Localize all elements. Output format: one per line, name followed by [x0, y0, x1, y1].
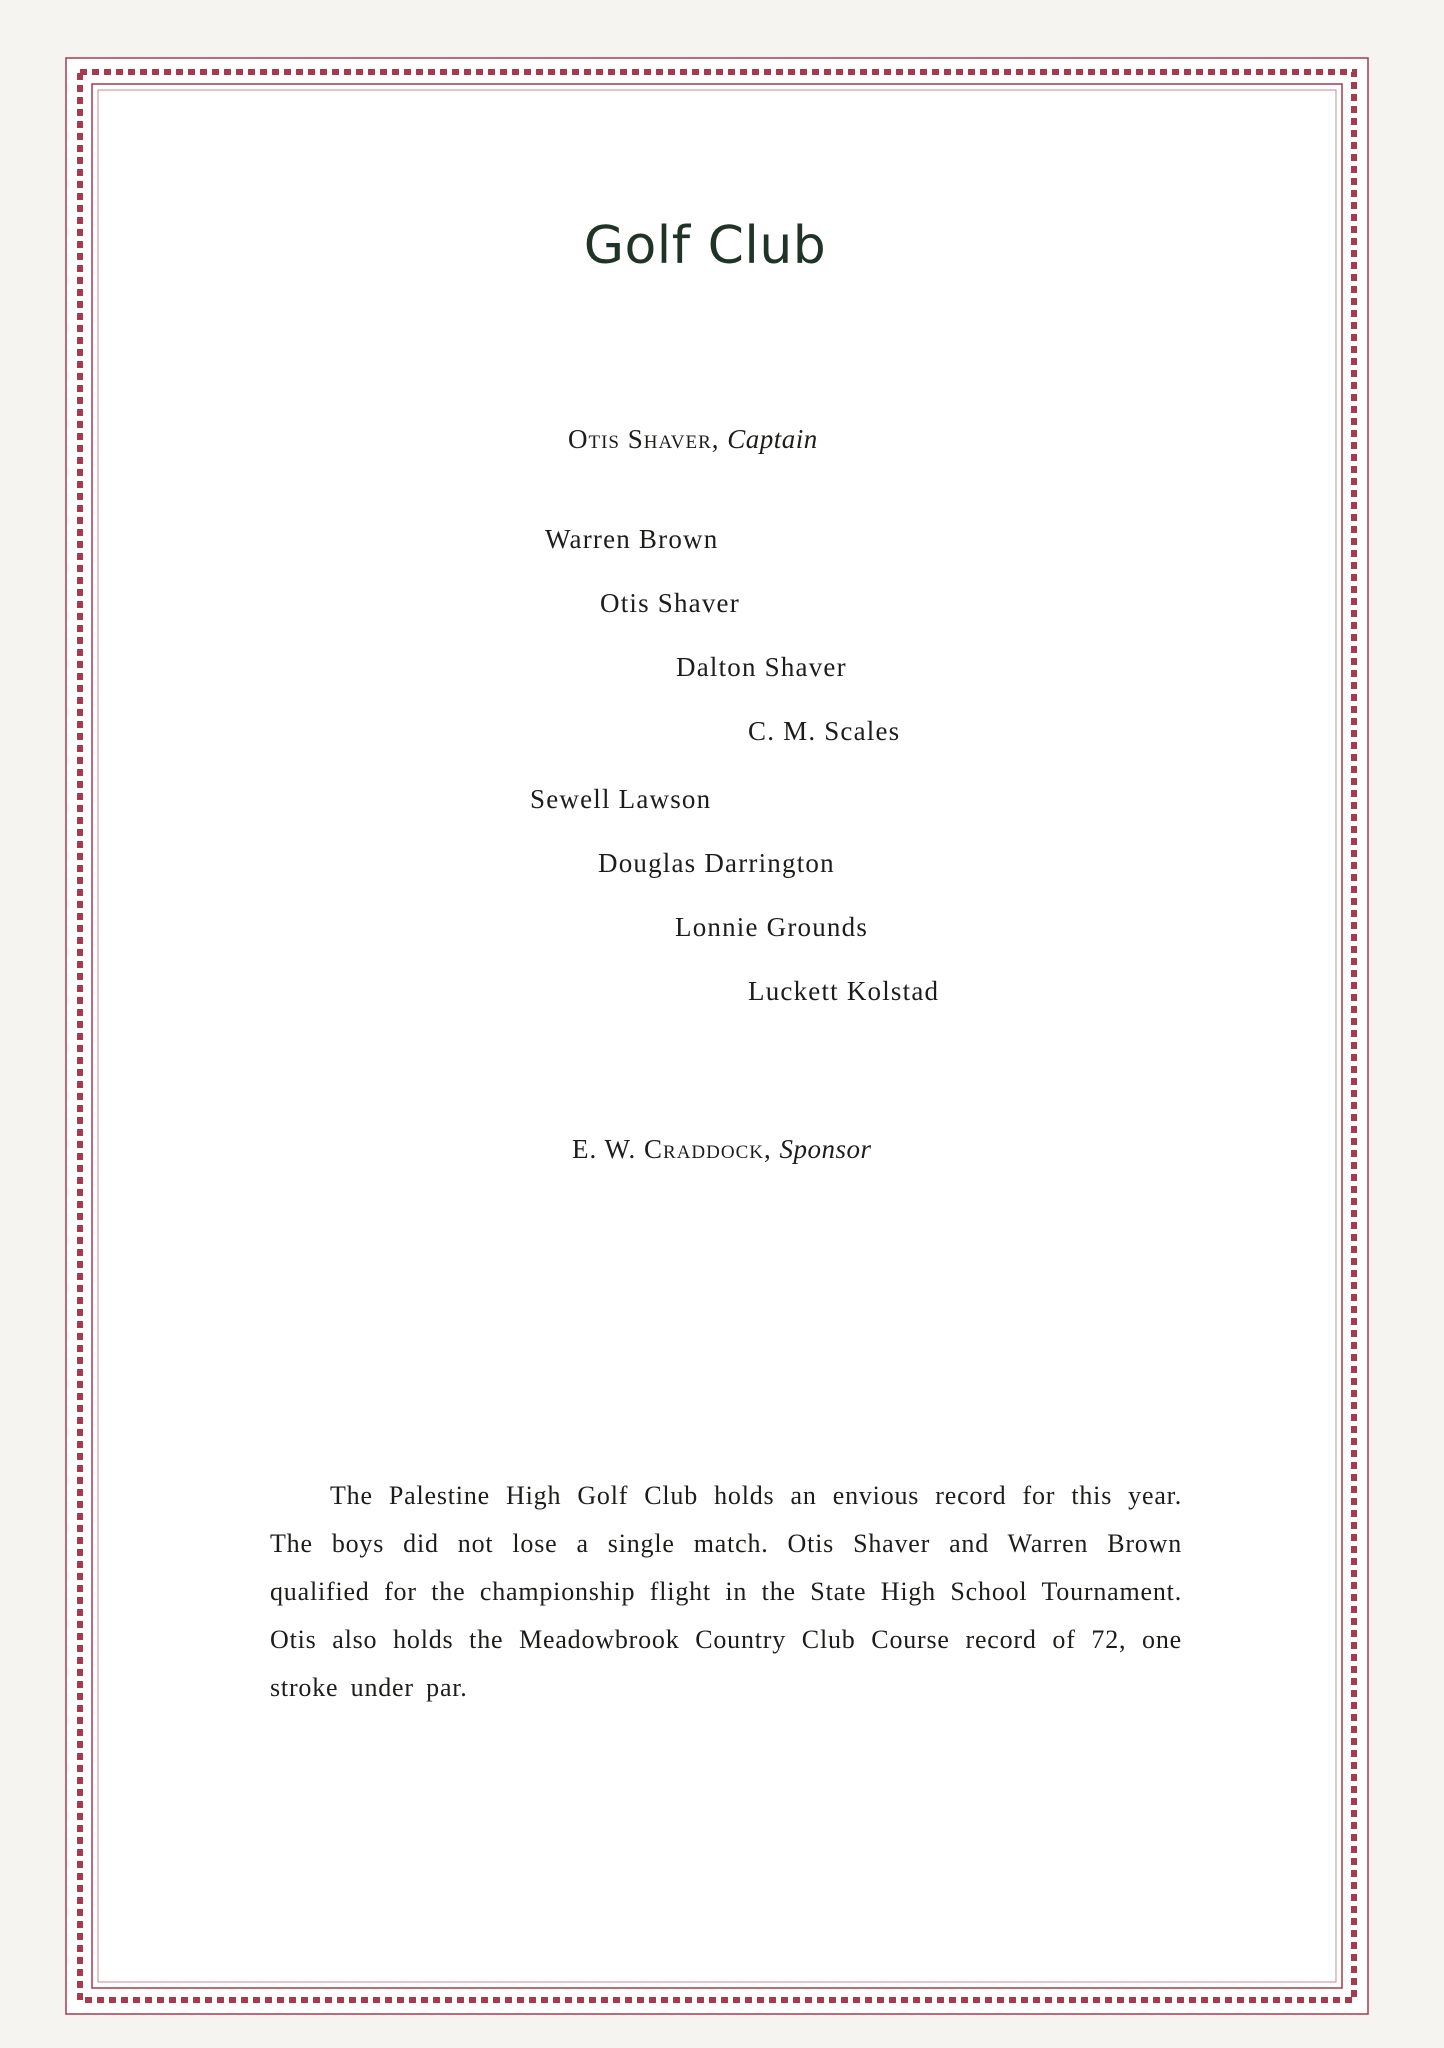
captain-role: Captain — [727, 424, 818, 454]
captain-name: Otis Shaver, — [568, 424, 720, 454]
member-name: Luckett Kolstad — [748, 976, 940, 1006]
member-name: Warren Brown — [545, 524, 719, 554]
member-name: Sewell Lawson — [530, 784, 712, 814]
sponsor-name: E. W. Craddock, — [572, 1134, 772, 1164]
page-title: Golf Club — [583, 216, 827, 276]
member-name: C. M. Scales — [748, 716, 901, 746]
member-name: Douglas Darrington — [598, 848, 835, 878]
member-name: Lonnie Grounds — [675, 912, 869, 942]
sponsor-role: Sponsor — [779, 1134, 872, 1164]
captain-line — [568, 424, 818, 455]
member-name: Otis Shaver — [600, 588, 740, 618]
sponsor-line — [572, 1134, 872, 1165]
member-name: Dalton Shaver — [676, 652, 847, 682]
description-paragraph: The Palestine High Golf Club holds an envious record for this year. The boys did not lose a single match. Otis Shaver and Warren Brown qualified for the championship flight in the State High School Tournament. Otis also holds the Meadowbrook Country Club Course record of 72, one stroke under par. — [270, 1481, 1182, 1702]
